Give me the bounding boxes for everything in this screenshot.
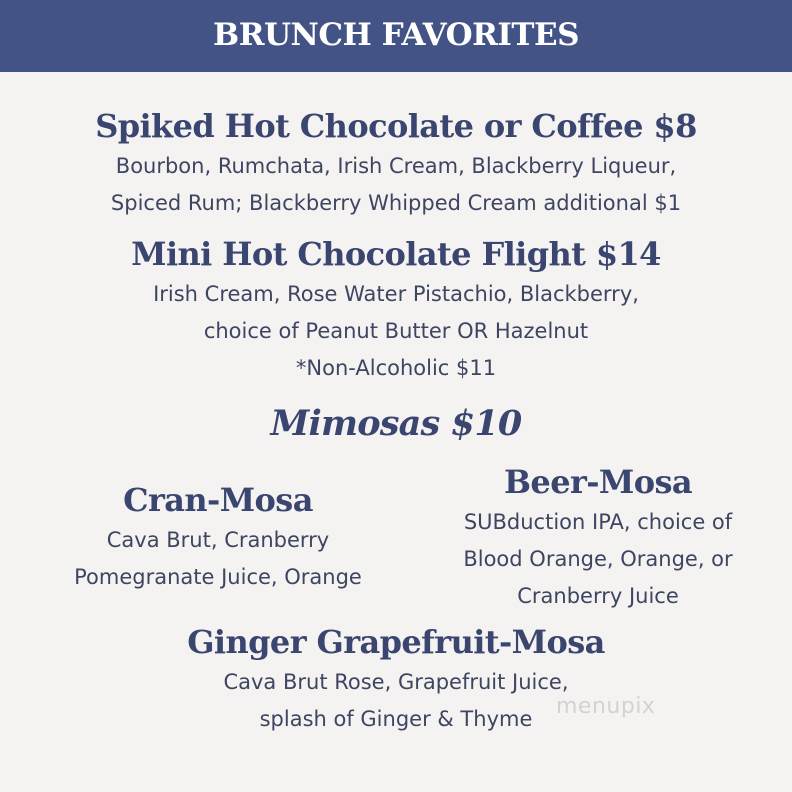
item-title: Spiked Hot Chocolate or Coffee $8 bbox=[95, 107, 697, 145]
header-banner bbox=[0, 0, 792, 72]
description-line: splash of Ginger & Thyme bbox=[259, 707, 533, 731]
menu-item-spiked-hot-chocolate bbox=[0, 104, 792, 222]
description-line: Cava Brut, Cranberry bbox=[106, 528, 330, 552]
item-title: Mini Hot Chocolate Flight $14 bbox=[131, 235, 661, 273]
description-line: *Non-Alcoholic $11 bbox=[295, 356, 497, 380]
menu-item-beer-mosa bbox=[420, 460, 776, 615]
description-line: Cranberry Juice bbox=[517, 584, 679, 608]
description-line: Cava Brut Rose, Grapefruit Juice, bbox=[223, 670, 569, 694]
item-title: Beer-Mosa bbox=[503, 463, 693, 501]
watermark: menupix bbox=[556, 694, 656, 719]
description-line: Bourbon, Rumchata, Irish Cream, Blackberry Liqueur, bbox=[115, 154, 677, 178]
menu-item-ginger-grapefruit-mosa bbox=[0, 620, 792, 738]
item-description bbox=[40, 522, 396, 596]
description-line: choice of Peanut Butter OR Hazelnut bbox=[203, 319, 589, 343]
menu-item-hot-chocolate-flight bbox=[0, 232, 792, 387]
page-title: BRUNCH FAVORITES bbox=[213, 17, 579, 53]
item-description bbox=[0, 276, 792, 387]
description-line: SUBduction IPA, choice of bbox=[463, 510, 733, 534]
item-title: Ginger Grapefruit-Mosa bbox=[187, 623, 605, 661]
item-title: Cran-Mosa bbox=[123, 481, 313, 519]
description-line: Pomegranate Juice, Orange bbox=[74, 565, 362, 589]
menu-item-cran-mosa bbox=[40, 478, 396, 596]
mimosas-section-heading: Mimosas $10 bbox=[270, 403, 522, 444]
description-line: Blood Orange, Orange, or bbox=[463, 547, 733, 571]
item-description bbox=[0, 664, 792, 738]
item-description bbox=[420, 504, 776, 615]
description-line: Spiced Rum; Blackberry Whipped Cream additional $1 bbox=[110, 191, 682, 215]
item-description bbox=[0, 148, 792, 222]
description-line: Irish Cream, Rose Water Pistachio, Blackberry, bbox=[153, 282, 639, 306]
